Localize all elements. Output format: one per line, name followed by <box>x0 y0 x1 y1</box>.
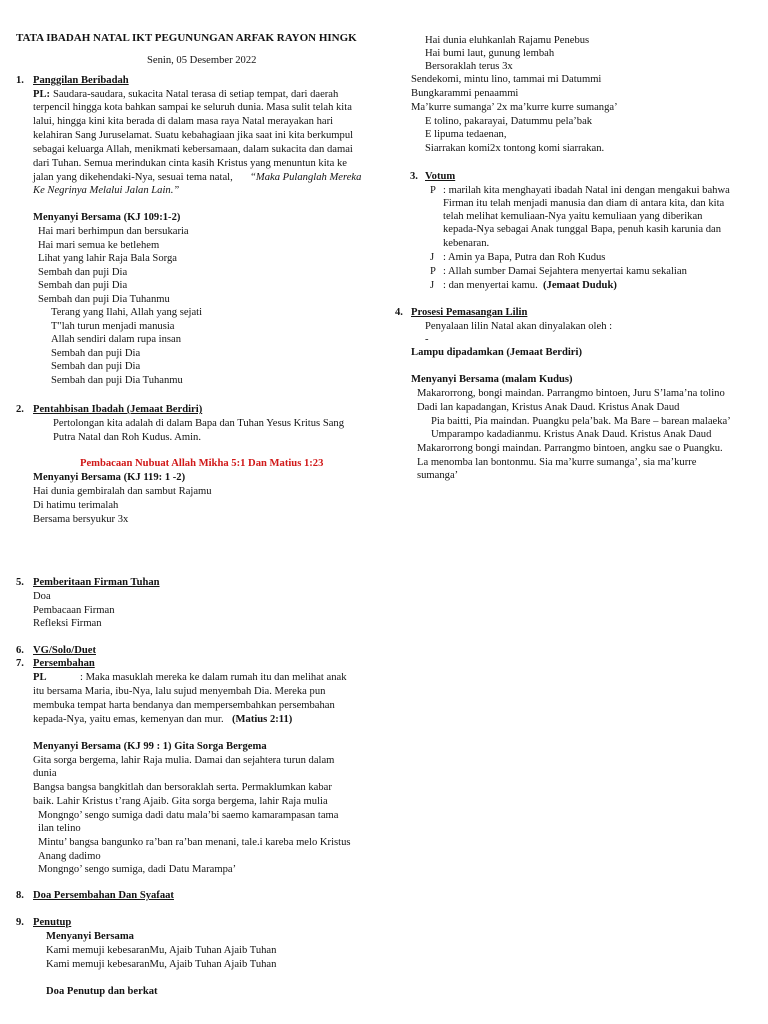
section-4-text: Penyalaan lilin Natal akan dinyalakan oleh : <box>425 321 613 332</box>
votum-line: : Allah sumber Damai Sejahtera menyertai kamu sekalian <box>443 266 687 277</box>
song-line: Kami memuji kebesaranMu, Ajaib Tuhan Ajaib Tuhan <box>46 959 277 970</box>
section-2-number: 2. <box>16 404 24 415</box>
song-line: Pia baitti, Pia maindan. Puangku pela’bak. Ma Bare – barean malaeka’ <box>431 416 731 427</box>
song-line: Dadi lan kapadangan, Kristus Anak Daud. Kristus Anak Daud <box>417 402 680 413</box>
song-line: dunia <box>33 768 57 779</box>
song-line: sumanga’ <box>417 470 459 481</box>
song-line: Mintu’ bangsa bangunko ra’ban ra’ban menani, tale.i kareba melo Kristus <box>38 837 351 848</box>
closing-prayer-heading: Doa Penutup dan berkat <box>46 986 158 997</box>
section-5-number: 5. <box>16 577 24 588</box>
song-line: Hai dunia eluhkanlah Rajamu Penebus <box>425 35 590 46</box>
song-line: ilan telino <box>38 823 81 834</box>
section-1-number: 1. <box>16 75 24 86</box>
song-line: Mongngo’ sengo sumiga, dadi Datu Marampa’ <box>38 864 237 875</box>
section-9-heading: Penutup <box>33 917 72 928</box>
song-line: Anang dadimo <box>38 851 101 862</box>
song-heading: Menyanyi Bersama <box>46 931 134 942</box>
votum-instruction: (Jemaat Duduk) <box>543 280 617 291</box>
pl-line: membuka tempat harta bendanya dan mempersembahkan persembahan <box>33 700 335 711</box>
pl-line: sebagai keluarga Allah, menikmati kebersamaan, dalam sukacita dan damai <box>33 144 353 155</box>
song-heading: Menyanyi Bersama (KJ 119: 1 -2) <box>33 472 186 483</box>
song-line: Hai dunia gembiralah dan sambut Rajamu <box>33 486 212 497</box>
votum-line: kepada-Nya sebagai Anak tunggal Bapa, penuh kasih karunia dan <box>443 224 721 235</box>
list-item: Refleksi Firman <box>33 618 102 629</box>
song-line: Lihat yang lahir Raja Bala Sorga <box>38 253 177 264</box>
song-heading: Menyanyi Bersama (KJ 109:1-2) <box>33 212 181 223</box>
votum-line: : marilah kita menghayati ibadah Natal ini dengan mengakui bahwa <box>443 185 730 196</box>
section-2-heading: Pentahbisan Ibadah (Jemaat Berdiri) <box>33 404 203 415</box>
song-line: T"lah turun menjadi manusia <box>51 321 175 332</box>
song-heading: Menyanyi Bersama (KJ 99 : 1) Gita Sorga Bergema <box>33 741 267 752</box>
song-line: Sembah dan puji Dia <box>51 348 141 359</box>
song-line: Terang yang Ilahi, Allah yang sejati <box>51 307 203 318</box>
pl-line: itu bersama Maria, ibu-Nya, lalu sujud menyembah Dia. Mereka pun <box>33 686 326 697</box>
list-item: Pembacaan Firman <box>33 605 115 616</box>
votum-line: kebenaran. <box>443 238 490 249</box>
section-8-number: 8. <box>16 890 24 901</box>
song-line: Hai mari semua ke betlehem <box>38 240 160 251</box>
section-4-heading: Prosesi Pemasangan Lilin <box>411 307 528 318</box>
song-line: Bersoraklah terus 3x <box>425 61 513 72</box>
song-line: Umparampo kadadianmu. Kristus Anak Daud. Kristus Anak Daud <box>431 429 712 440</box>
song-line: Makarorrong bongi maindan. Parrangmo bintoen, angku sae o Puangku. <box>417 443 723 454</box>
section-5-heading: Pemberitaan Firman Tuhan <box>33 577 160 588</box>
song-line: Di hatimu terimalah <box>33 500 119 511</box>
song-line: Sembah dan puji Dia <box>38 280 128 291</box>
song-line: La menomba lan bontonmu. Sia ma’kurre sumanga’, sia ma’kurre <box>417 457 697 468</box>
section-6-number: 6. <box>16 645 24 656</box>
song-line: Bersama bersyukur 3x <box>33 514 129 525</box>
pl-line: kepada-Nya, yaitu emas, kemenyan dan mur. <box>33 714 224 725</box>
votum-speaker: P <box>430 185 436 196</box>
song-line: E lipuma tedaenan, <box>425 129 507 140</box>
song-line: Ma’kurre sumanga’ 2x ma’kurre kurre sumanga’ <box>411 102 618 113</box>
section-7-heading: Persembahan <box>33 658 95 669</box>
song-line: Sembah dan puji Dia <box>38 267 128 278</box>
song-line: Sembah dan puji Dia Tuhanmu <box>38 294 170 305</box>
votum-speaker: P <box>430 266 436 277</box>
song-line: Sembah dan puji Dia <box>51 361 141 372</box>
pl-label: PL <box>33 672 47 683</box>
scripture-reading-heading: Pembacaan Nubuat Allah Mikha 5:1 Dan Matius 1:23 <box>80 458 324 469</box>
pl-line: Saudara-saudara, sukacita Natal terasa di setiap tempat, dari daerah <box>53 89 339 100</box>
song-line: E tolino, pakarayai, Datummu pela’bak <box>425 116 593 127</box>
song-line: Allah sendiri dalam rupa insan <box>51 334 182 345</box>
votum-line: telah melihat kemuliaan-Nya yaitu kemuliaan yang diberikan <box>443 211 703 222</box>
bible-reference: (Matius 2:11) <box>232 714 293 725</box>
theme-quote: Ke Negrinya Melalui Jalan Lain.” <box>33 185 180 196</box>
section-7-number: 7. <box>16 658 24 669</box>
song-line: Gita sorga bergema, lahir Raja mulia. Damai dan sejahtera turun dalam <box>33 755 335 766</box>
theme-quote: “Maka Pulanglah Mereka <box>250 172 362 183</box>
votum-speaker: J <box>430 252 435 263</box>
section-1-heading: Panggilan Beribadah <box>33 75 129 86</box>
song-line: Hai bumi laut, gunung lembah <box>425 48 555 59</box>
song-line: Mongngo’ sengo sumiga dadi datu mala’bi saemo kamarampasan tama <box>38 810 339 821</box>
pl-label: PL: <box>33 89 51 100</box>
votum-line: : dan menyertai kamu. <box>443 280 538 291</box>
section-3-number: 3. <box>410 171 418 182</box>
section-6-heading: VG/Solo/Duet <box>33 645 96 656</box>
pl-line: dari Tuhan. Semua merindukan cinta kasih Kristus yang menuntun kita ke <box>33 158 347 169</box>
lamp-instruction: Lampu dipadamkan (Jemaat Berdiri) <box>411 347 582 358</box>
song-line: Sendekomi, mintu lino, tammai mi Datummi <box>411 74 602 85</box>
song-line: Siarrakan komi2x tontong komi siarrakan. <box>425 143 605 154</box>
section-3-heading: Votum <box>425 171 456 182</box>
song-line: Makarorrong, bongi maindan. Parrangmo bintoen, Juru S’lama’na tolino <box>417 388 725 399</box>
song-line: Kami memuji kebesaranMu, Ajaib Tuhan Ajaib Tuhan <box>46 945 277 956</box>
votum-speaker: J <box>430 280 435 291</box>
pl-line: terpencil hingga kota bahkan sampai ke seluruh dunia. Masa sulit telah kita <box>33 102 352 113</box>
song-line: baik. Lahir Kristus t’rang Ajaib. Gita sorga bergema, lahir Raja mulia <box>33 796 328 807</box>
document-title: TATA IBADAH NATAL IKT PEGUNUNGAN ARFAK RAYON HINGK <box>16 32 357 44</box>
song-line: Sembah dan puji Dia Tuhanmu <box>51 375 183 386</box>
section-9-number: 9. <box>16 917 24 928</box>
pl-line: : Maka masuklah mereka ke dalam rumah itu dan melihat anak <box>80 672 347 683</box>
votum-line: : Amin ya Bapa, Putra dan Roh Kudus <box>443 252 606 263</box>
song-line: Hai mari berhimpun dan bersukaria <box>38 226 189 237</box>
pl-line: kelahiran Sang Juruselamat. Suatu kebahagiaan jika saat ini kita berkumpul <box>33 130 354 141</box>
pl-line: jalan yang dikehendaki-Nya, sesuai tema natal, <box>33 172 233 183</box>
pl-line: lalui, hingga kini kita berada di dalam masa raya Natal merayakan hari <box>33 116 334 127</box>
song-line: Bungkarammi penaammi <box>411 88 519 99</box>
song-heading: Menyanyi Bersama (malam Kudus) <box>411 374 573 385</box>
section-2-text: Pertolongan kita adalah di dalam Bapa dan Tuhan Yesus Kritus Sang <box>53 418 345 429</box>
section-2-text: Putra Natal dan Roh Kudus. Amin. <box>53 432 202 443</box>
list-item: Doa <box>33 591 51 602</box>
song-line: Bangsa bangsa bangkitlah dan bersoraklah serta. Permaklumkan kabar <box>33 782 332 793</box>
section-4-number: 4. <box>395 307 403 318</box>
votum-line: Firman itu telah menjadi manusia dan diam di antara kita, dan kita <box>443 198 725 209</box>
section-4-dash: - <box>425 334 429 345</box>
section-8-heading: Doa Persembahan Dan Syafaat <box>33 890 174 901</box>
document-date: Senin, 05 Desember 2022 <box>147 55 257 66</box>
